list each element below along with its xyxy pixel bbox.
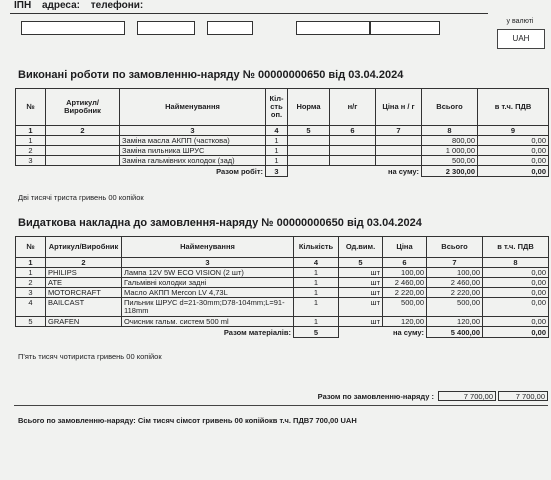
materials-header-price: Ціна — [383, 237, 427, 258]
materials-cell-total: 2 220,00 — [427, 288, 483, 298]
header-box-1 — [21, 21, 125, 35]
works-cell-nh — [330, 136, 376, 146]
works-sum-total: 2 300,00 — [422, 166, 478, 177]
materials-cell-no: 1 — [16, 268, 46, 278]
header-rule — [10, 13, 488, 14]
materials-header-total: Всього — [427, 237, 483, 258]
materials-cell-unit: шт — [339, 288, 383, 298]
materials-cell-article: PHILIPS — [46, 268, 122, 278]
materials-title: Видаткова накладна до замовлення-наряду № 00000000650 від 03.04.2024 — [18, 217, 422, 229]
works-cell-no: 3 — [16, 156, 46, 166]
works-colnum: 9 — [478, 126, 549, 136]
materials-in-words: П'ять тисяч чотириста гривень 00 копійок — [18, 352, 162, 361]
works-cell-name: Заміна гальмівних колодок (зад) — [120, 156, 266, 166]
works-cell-price — [376, 156, 422, 166]
materials-cell-article: MOTORCRAFT — [46, 288, 122, 298]
materials-cell-qty: 1 — [294, 288, 339, 298]
materials-cell-total: 100,00 — [427, 268, 483, 278]
ipn-label: ІПН — [14, 0, 32, 11]
materials-colnum: 5 — [339, 258, 383, 268]
works-summary-label: Разом робіт: — [216, 166, 263, 176]
table-row — [16, 136, 549, 146]
materials-cell-vat: 0,00 — [483, 298, 549, 317]
materials-cell-unit: шт — [339, 278, 383, 288]
works-header-no: № — [16, 89, 46, 126]
table-row — [16, 268, 549, 278]
materials-table — [15, 236, 549, 338]
order-total-rule — [14, 405, 548, 406]
order-total-label: Разом по замовленню-наряду : — [317, 392, 434, 401]
works-cell-price — [376, 136, 422, 146]
materials-summary-qty: 5 — [294, 327, 339, 338]
works-header-nh: н/г — [330, 89, 376, 126]
materials-cell-vat: 0,00 — [483, 288, 549, 298]
works-cell-vat: 0,00 — [478, 156, 549, 166]
materials-cell-qty: 1 — [294, 317, 339, 327]
works-summary-qty: 3 — [266, 166, 288, 177]
materials-colnum: 4 — [294, 258, 339, 268]
address-label: адреса: — [41, 0, 80, 11]
materials-cell-name: Очисник гальм. систем 500 ml — [122, 317, 294, 327]
materials-cell-qty: 1 — [294, 278, 339, 288]
materials-colnum: 7 — [427, 258, 483, 268]
works-colnum: 5 — [288, 126, 330, 136]
works-cell-vat: 0,00 — [478, 136, 549, 146]
currency-value: UAH — [497, 29, 545, 49]
works-cell-nh — [330, 156, 376, 166]
works-cell-name: Заміна масла АКПП (часткова) — [120, 136, 266, 146]
materials-summary-label: Разом матеріалів: — [223, 327, 291, 337]
materials-colnum: 1 — [16, 258, 46, 268]
materials-cell-unit: шт — [339, 298, 383, 317]
table-row — [16, 278, 549, 288]
works-cell-no: 1 — [16, 136, 46, 146]
works-cell-article — [46, 156, 120, 166]
works-cell-name: Заміна пильника ШРУС — [120, 146, 266, 156]
materials-cell-vat: 0,00 — [483, 268, 549, 278]
materials-colnum: 6 — [383, 258, 427, 268]
order-total-row — [0, 391, 551, 403]
materials-cell-qty: 1 — [294, 268, 339, 278]
works-cell-qty: 1 — [266, 156, 288, 166]
works-colnum: 1 — [16, 126, 46, 136]
header-box-2 — [137, 21, 195, 35]
materials-cell-article: BAILCAST — [46, 298, 122, 317]
materials-cell-unit: шт — [339, 268, 383, 278]
materials-cell-no: 3 — [16, 288, 46, 298]
works-colnum: 3 — [120, 126, 266, 136]
materials-cell-price: 120,00 — [383, 317, 427, 327]
order-total-vat: 7 700,00 — [498, 391, 548, 401]
materials-header-unit: Од.вим. — [339, 237, 383, 258]
materials-header-qty: Кількість — [294, 237, 339, 258]
table-row — [16, 146, 549, 156]
works-colnum: 2 — [46, 126, 120, 136]
materials-header-article: Артикул/Виробник — [46, 237, 122, 258]
materials-cell-name: Пильник ШРУС d=21-30mm;D78-104mm;L=91-118mm — [122, 298, 294, 317]
materials-cell-qty: 1 — [294, 298, 339, 317]
works-header-article: Артикул/Виробник — [46, 89, 120, 126]
materials-cell-no: 2 — [16, 278, 46, 288]
works-header-qty: Кіл-сть оп. — [266, 89, 288, 126]
works-header-price: Ціна н / г — [376, 89, 422, 126]
works-header-name: Найменування — [120, 89, 266, 126]
materials-header-name: Найменування — [122, 237, 294, 258]
works-cell-qty: 1 — [266, 146, 288, 156]
currency-label: у валюті — [506, 18, 534, 25]
works-cell-norm — [288, 156, 330, 166]
works-colnum: 8 — [422, 126, 478, 136]
materials-cell-no: 4 — [16, 298, 46, 317]
works-cell-vat: 0,00 — [478, 146, 549, 156]
table-row — [16, 317, 549, 327]
header-line — [14, 0, 151, 11]
materials-cell-name: Масло АКПП Mercon LV 4,73L — [122, 288, 294, 298]
table-row — [16, 156, 549, 166]
works-cell-nh — [330, 146, 376, 156]
works-cell-norm — [288, 146, 330, 156]
works-cell-qty: 1 — [266, 136, 288, 146]
materials-cell-article: ATE — [46, 278, 122, 288]
materials-cell-price: 2 220,00 — [383, 288, 427, 298]
materials-sum-vat: 0,00 — [483, 327, 549, 338]
works-colnum: 4 — [266, 126, 288, 136]
works-cell-total: 500,00 — [422, 156, 478, 166]
materials-cell-no: 5 — [16, 317, 46, 327]
table-row — [16, 298, 549, 317]
works-colnum: 6 — [330, 126, 376, 136]
grand-total-text: Всього по замовленню-наряду: Сім тисяч сімсот гривень 00 копійокв т.ч. ПДВ7 700,00 UAH — [18, 416, 357, 425]
materials-cell-name: Гальмівні колодки задні — [122, 278, 294, 288]
works-header-vat: в т.ч. ПДВ — [478, 89, 549, 126]
works-cell-norm — [288, 136, 330, 146]
materials-colnum: 3 — [122, 258, 294, 268]
materials-cell-total: 120,00 — [427, 317, 483, 327]
materials-colnum: 2 — [46, 258, 122, 268]
materials-cell-total: 2 460,00 — [427, 278, 483, 288]
materials-cell-vat: 0,00 — [483, 278, 549, 288]
works-colnum: 7 — [376, 126, 422, 136]
materials-cell-name: Лампа 12V 5W ECO VISION (2 шт) — [122, 268, 294, 278]
works-cell-price — [376, 146, 422, 156]
works-header-norm: Норма — [288, 89, 330, 126]
materials-cell-price: 2 460,00 — [383, 278, 427, 288]
materials-cell-article: GRAFEN — [46, 317, 122, 327]
materials-colnum: 8 — [483, 258, 549, 268]
materials-cell-total: 500,00 — [427, 298, 483, 317]
works-sum-label: на суму: — [387, 166, 419, 176]
works-cell-article — [46, 136, 120, 146]
materials-header-no: № — [16, 237, 46, 258]
order-total-value: 7 700,00 — [438, 391, 496, 401]
works-header-total: Всього — [422, 89, 478, 126]
works-cell-article — [46, 146, 120, 156]
header-box-4 — [296, 21, 370, 35]
header-box-3 — [207, 21, 253, 35]
materials-header-vat: в т.ч. ПДВ — [483, 237, 549, 258]
materials-sum-label: на суму: — [392, 327, 424, 337]
works-cell-total: 800,00 — [422, 136, 478, 146]
phones-label: телефони: — [90, 0, 144, 11]
header-box-5 — [370, 21, 440, 35]
works-in-words: Дві тисячі триста гривень 00 копійок — [18, 193, 144, 202]
works-sum-vat: 0,00 — [478, 166, 549, 177]
works-cell-no: 2 — [16, 146, 46, 156]
works-cell-total: 1 000,00 — [422, 146, 478, 156]
materials-cell-price: 500,00 — [383, 298, 427, 317]
table-row — [16, 288, 549, 298]
works-title: Виконані роботи по замовленню-наряду № 00000000650 від 03.04.2024 — [18, 69, 404, 81]
materials-sum-total: 5 400,00 — [427, 327, 483, 338]
materials-cell-unit: шт — [339, 317, 383, 327]
materials-cell-vat: 0,00 — [483, 317, 549, 327]
works-table — [15, 88, 549, 177]
materials-cell-price: 100,00 — [383, 268, 427, 278]
